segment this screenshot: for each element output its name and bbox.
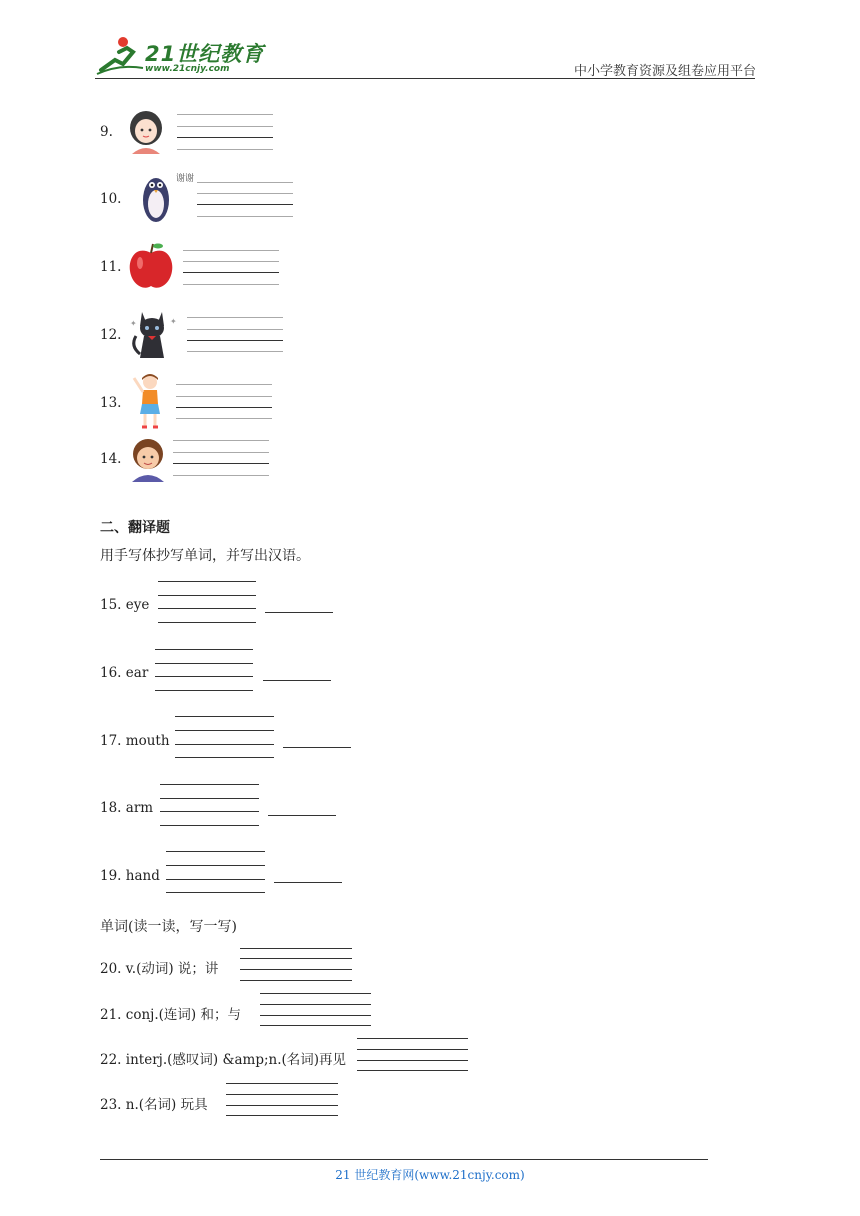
question-23 (100, 1093, 208, 1113)
section-title: 二、翻译题 (100, 520, 170, 536)
question-number: 16. (100, 665, 122, 681)
question-22 (100, 1048, 346, 1068)
question-number: 17. (100, 733, 122, 749)
site-slogan: 中小学教育资源及组卷应用平台 (573, 64, 756, 79)
boy-portrait-icon (128, 436, 168, 482)
question-number: 20. (100, 961, 122, 977)
question-word: hand (125, 868, 160, 884)
penguin-speech-text: 谢谢 (176, 174, 195, 184)
svg-text:✦: ✦ (130, 319, 137, 328)
question-16 (100, 665, 148, 681)
question-number: 19. (100, 868, 122, 884)
answer-blank[interactable] (274, 882, 342, 883)
question-number: 10. (100, 191, 122, 207)
question-number: 23. (100, 1097, 122, 1113)
question-15 (100, 597, 149, 613)
question-number: 9. (100, 124, 113, 140)
question-number: 21. (100, 1007, 122, 1023)
question-number: 14. (100, 451, 122, 467)
apple-icon (126, 241, 176, 291)
question-word: eye (125, 597, 150, 613)
subsection-title: 单词(读一读，写一写) (100, 919, 237, 935)
logo-text: 21世纪教育 (145, 42, 265, 66)
girl-waving-icon (130, 372, 168, 432)
question-number: 13. (100, 395, 122, 411)
black-cat-icon (128, 306, 182, 360)
section-instruction: 用手写体抄写单词，并写出汉语。 (100, 548, 310, 564)
question-number: 22. (100, 1052, 122, 1068)
question-text: interj.(感叹词) &amp;n.(名词)再见 (125, 1052, 347, 1068)
footer-link[interactable]: 21 世纪教育网(www.21cnjy.com) (335, 1168, 525, 1182)
question-text: n.(名词) 玩具 (125, 1097, 208, 1113)
question-number: 15. (100, 597, 122, 613)
answer-blank[interactable] (263, 680, 331, 681)
logo-url: www.21cnjy.com (145, 64, 230, 74)
question-word: ear (125, 665, 149, 681)
answer-blank[interactable] (268, 815, 336, 816)
question-18 (100, 800, 153, 816)
answer-blank[interactable] (265, 612, 333, 613)
question-number: 12. (100, 327, 122, 343)
question-20 (100, 957, 218, 977)
question-word: mouth (125, 733, 170, 749)
girl-portrait-icon (126, 106, 166, 156)
question-19 (100, 868, 160, 884)
question-number: 18. (100, 800, 122, 816)
footer-divider (100, 1159, 708, 1160)
penguin-icon (138, 170, 195, 226)
header-divider (95, 78, 755, 79)
runner-logo-icon (93, 34, 147, 78)
question-text: v.(动词) 说；讲 (125, 961, 219, 977)
question-17 (100, 733, 170, 749)
svg-text:✦: ✦ (170, 317, 177, 326)
question-number: 11. (100, 259, 122, 275)
question-word: arm (125, 800, 154, 816)
question-21 (100, 1003, 241, 1023)
answer-blank[interactable] (283, 747, 351, 748)
question-text: conj.(连词) 和；与 (125, 1007, 241, 1023)
